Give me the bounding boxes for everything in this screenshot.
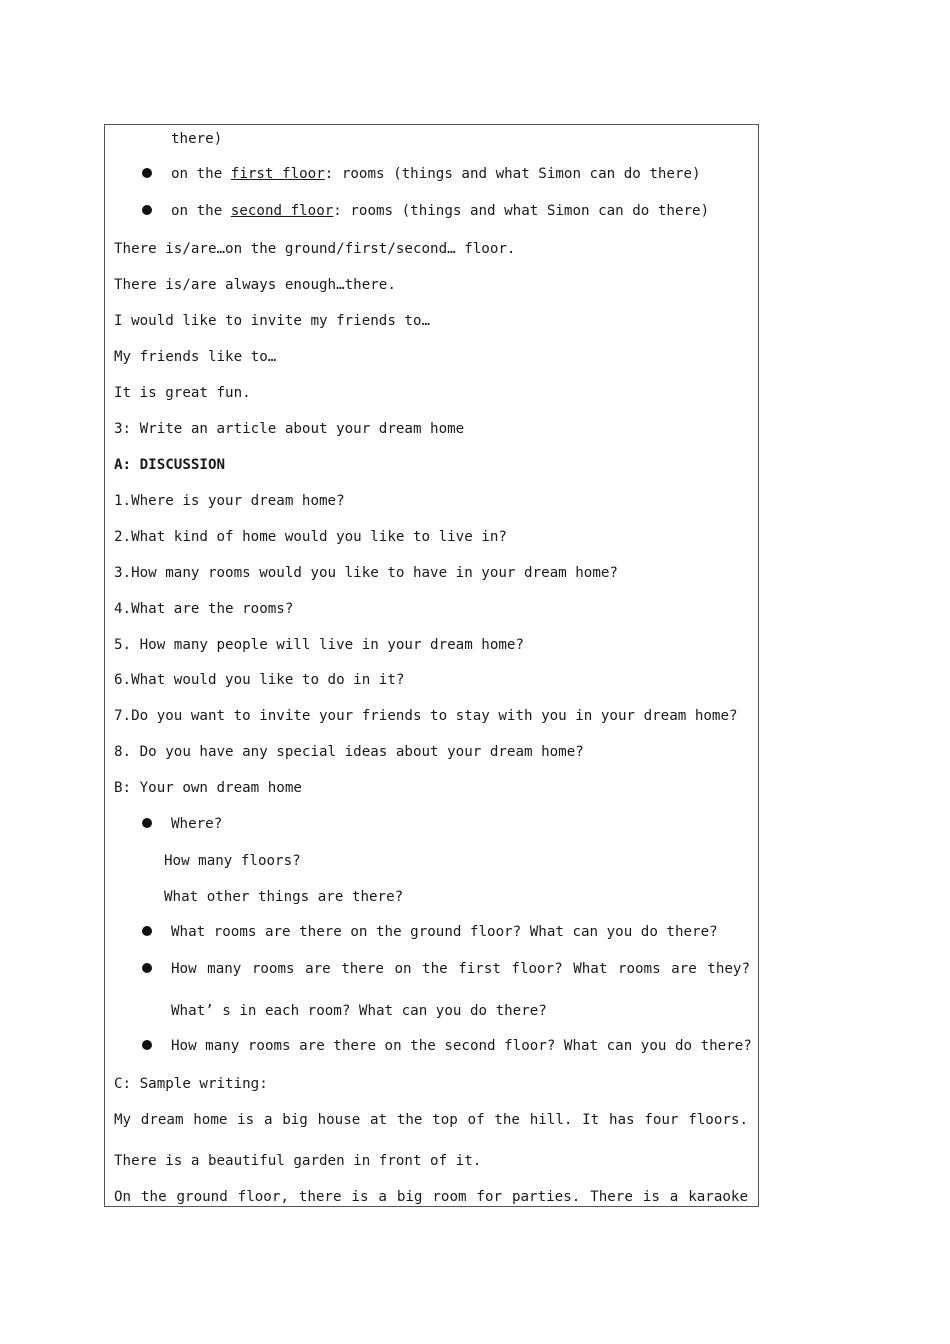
bullet-icon <box>142 168 152 178</box>
bullet-line-first-floor <box>171 165 701 183</box>
sentence-pattern-2: There is/are always enough…there. <box>114 277 396 293</box>
question-5: 5. How many people will live in your dream home? <box>114 637 524 653</box>
question-7: 7.Do you want to invite your friends to stay with you in your dream home? <box>114 708 738 724</box>
bullet-icon <box>142 818 152 828</box>
worksheet-box <box>104 124 759 1207</box>
section-b-heading: B: Your own dream home <box>114 780 302 796</box>
text-segment: : rooms (things and what Simon can do there) <box>333 203 710 219</box>
line-there-continued: there) <box>171 131 223 147</box>
section-c-heading: C: Sample writing: <box>114 1076 268 1092</box>
sample-line-3: On the ground floor, there is a big room for parties. There is a karaoke <box>114 1189 748 1205</box>
prompt-other-things: What other things are there? <box>164 889 404 905</box>
question-6: 6.What would you like to do in it? <box>114 672 405 688</box>
bullet-icon <box>142 926 152 936</box>
question-2: 2.What kind of home would you like to live in? <box>114 529 507 545</box>
text-segment: on the <box>171 166 231 182</box>
question-4: 4.What are the rooms? <box>114 601 294 617</box>
bullet-icon <box>142 963 152 973</box>
prompt-second-floor: How many rooms are there on the second floor? What can you do there? <box>171 1038 752 1054</box>
sentence-pattern-1: There is/are…on the ground/first/second… floor. <box>114 241 516 257</box>
sentence-pattern-3: I would like to invite my friends to… <box>114 313 431 329</box>
prompt-floors: How many floors? <box>164 853 301 869</box>
prompt-first-floor: How many rooms are there on the first floor? What rooms are they? <box>171 961 750 977</box>
question-1: 1.Where is your dream home? <box>114 493 345 509</box>
bullet-icon <box>142 205 152 215</box>
text-segment: on the <box>171 203 231 219</box>
prompt-where: Where? <box>171 816 223 832</box>
text-segment: : rooms (things and what Simon can do there) <box>324 166 701 182</box>
section-a-heading: A: DISCUSSION <box>114 457 226 473</box>
bullet-line-second-floor <box>171 202 709 220</box>
prompt-ground-floor: What rooms are there on the ground floor? What can you do there? <box>171 924 718 940</box>
question-8: 8. Do you have any special ideas about your dream home? <box>114 744 584 760</box>
underlined-second-floor: second floor <box>230 203 334 219</box>
prompt-first-floor-continued: What’ s in each room? What can you do there? <box>171 1003 547 1019</box>
sample-line-1: My dream home is a big house at the top of the hill. It has four floors. <box>114 1112 748 1128</box>
question-3: 3.How many rooms would you like to have in your dream home? <box>114 565 618 581</box>
underlined-first-floor: first floor <box>230 166 325 182</box>
sentence-pattern-5: It is great fun. <box>114 385 251 401</box>
sample-line-2: There is a beautiful garden in front of it. <box>114 1153 482 1169</box>
sentence-pattern-4: My friends like to… <box>114 349 277 365</box>
task-3-heading: 3: Write an article about your dream home <box>114 421 465 437</box>
bullet-icon <box>142 1040 152 1050</box>
